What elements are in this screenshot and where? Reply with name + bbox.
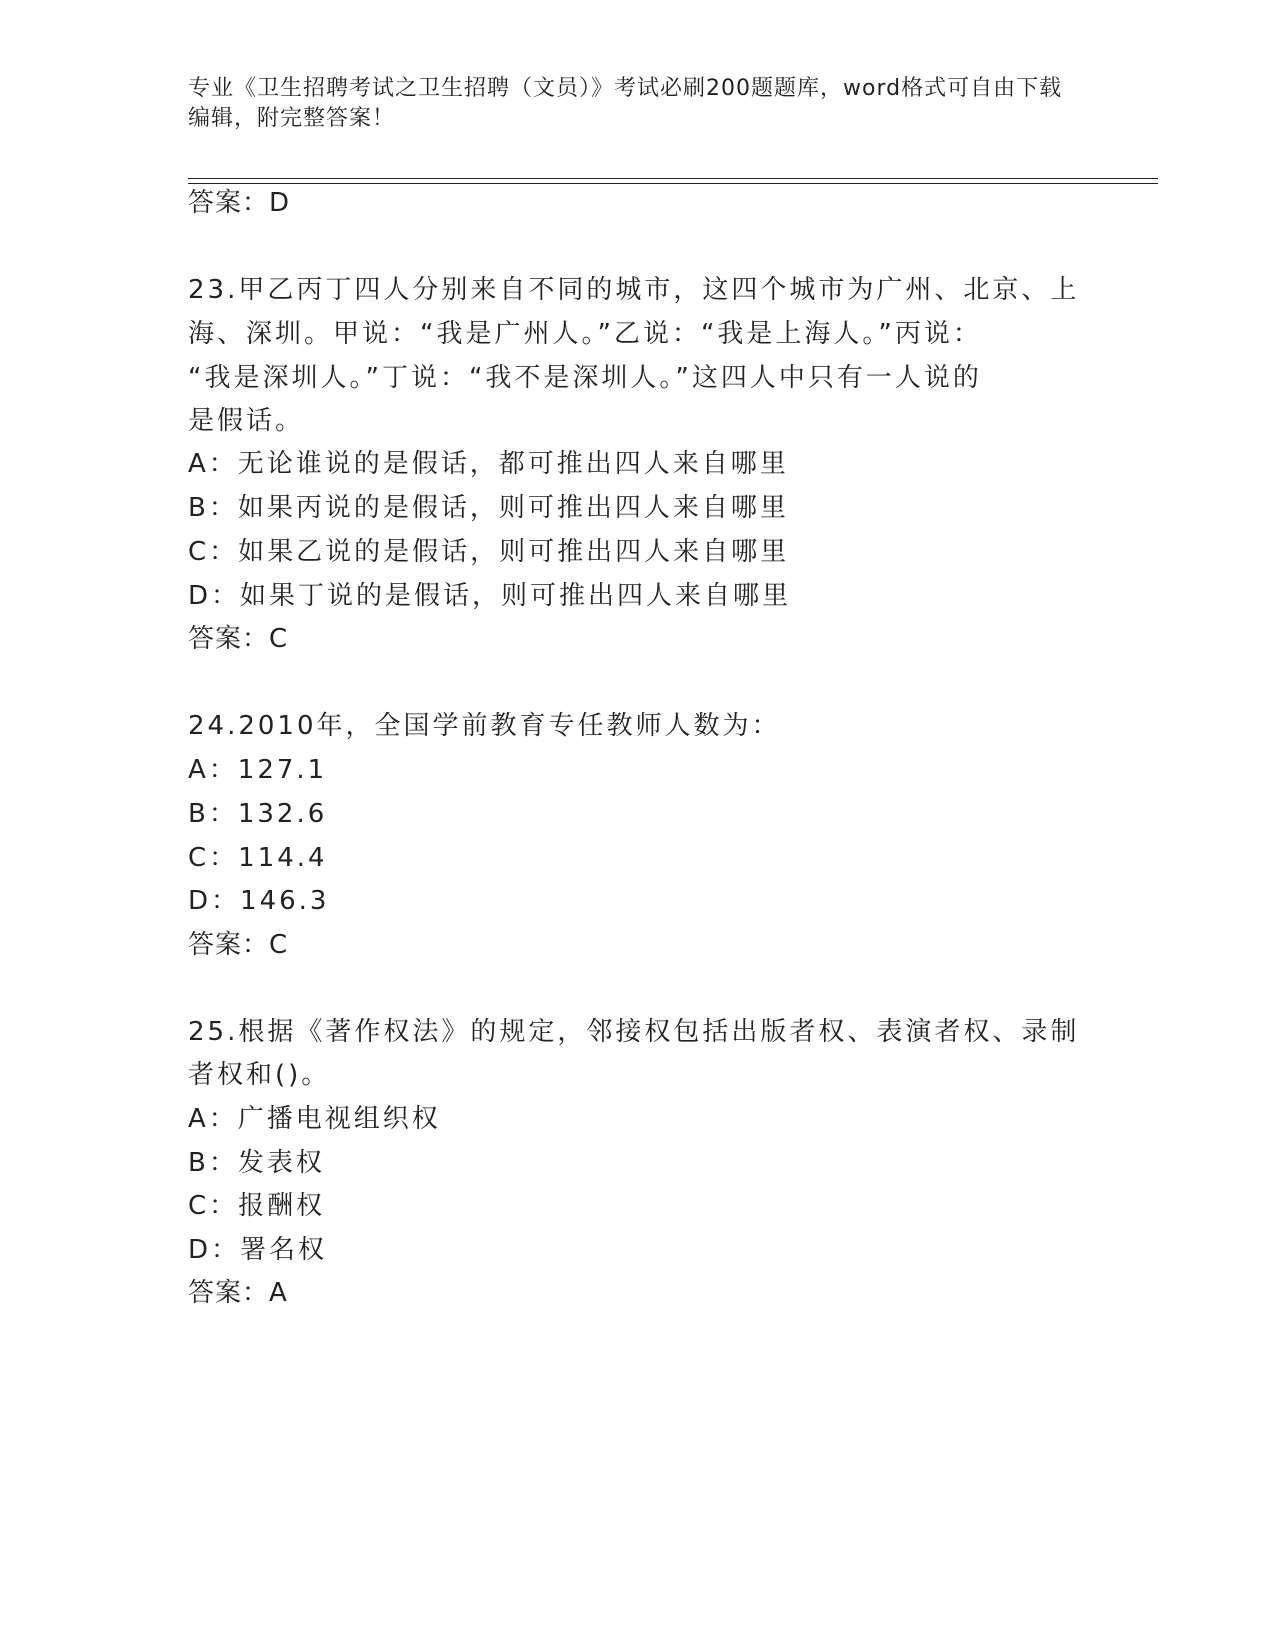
answer-q22: 答案：D bbox=[188, 188, 291, 218]
document-header: 专业《卫生招聘考试之卫生招聘（文员）》考试必刷200题题库，word格式可自由下载编辑，附完整答案！ bbox=[188, 76, 1063, 131]
question-24-option-b: B：132.6 bbox=[188, 799, 328, 829]
answer-q23: 答案：C bbox=[188, 624, 289, 654]
question-23-line-2: 海、深圳。甲说：“我是广州人。”乙说：“我是上海人。”丙说： bbox=[188, 319, 982, 349]
question-25-option-c: C：报酬权 bbox=[188, 1191, 326, 1221]
question-24-line-1: 24.2010年，全国学前教育专任教师人数为： bbox=[188, 711, 781, 741]
question-25-option-a: A：广播电视组织权 bbox=[188, 1104, 441, 1134]
answer-q24: 答案：C bbox=[188, 930, 289, 960]
question-23-line-3: “我是深圳人。”丁说：“我不是深圳人。”这四人中只有一人说的 bbox=[188, 363, 982, 393]
question-23-line-4: 是假话。 bbox=[188, 406, 305, 436]
question-23-option-c: C：如果乙说的是假话，则可推出四人来自哪里 bbox=[188, 537, 790, 567]
question-23-line-1: 23.甲乙丙丁四人分别来自不同的城市，这四个城市为广州、北京、上 bbox=[188, 275, 1080, 305]
header-divider-bottom bbox=[188, 183, 1158, 184]
question-23-option-d: D：如果丁说的是假话，则可推出四人来自哪里 bbox=[188, 581, 792, 611]
question-25-option-d: D：署名权 bbox=[188, 1235, 328, 1265]
question-25-option-b: B：发表权 bbox=[188, 1148, 325, 1178]
question-24-option-d: D：146.3 bbox=[188, 886, 330, 916]
question-24-option-c: C：114.4 bbox=[188, 843, 328, 873]
question-25-line-1: 25.根据《著作权法》的规定，邻接权包括出版者权、表演者权、录制 bbox=[188, 1017, 1080, 1047]
question-23-option-a: A：无论谁说的是假话，都可推出四人来自哪里 bbox=[188, 449, 789, 479]
header-divider-top bbox=[188, 178, 1158, 179]
question-24-option-a: A：127.1 bbox=[188, 755, 328, 785]
question-25-line-2: 者权和()。 bbox=[188, 1060, 331, 1090]
answer-q25: 答案：A bbox=[188, 1278, 288, 1308]
question-23-option-b: B：如果丙说的是假话，则可推出四人来自哪里 bbox=[188, 493, 789, 523]
